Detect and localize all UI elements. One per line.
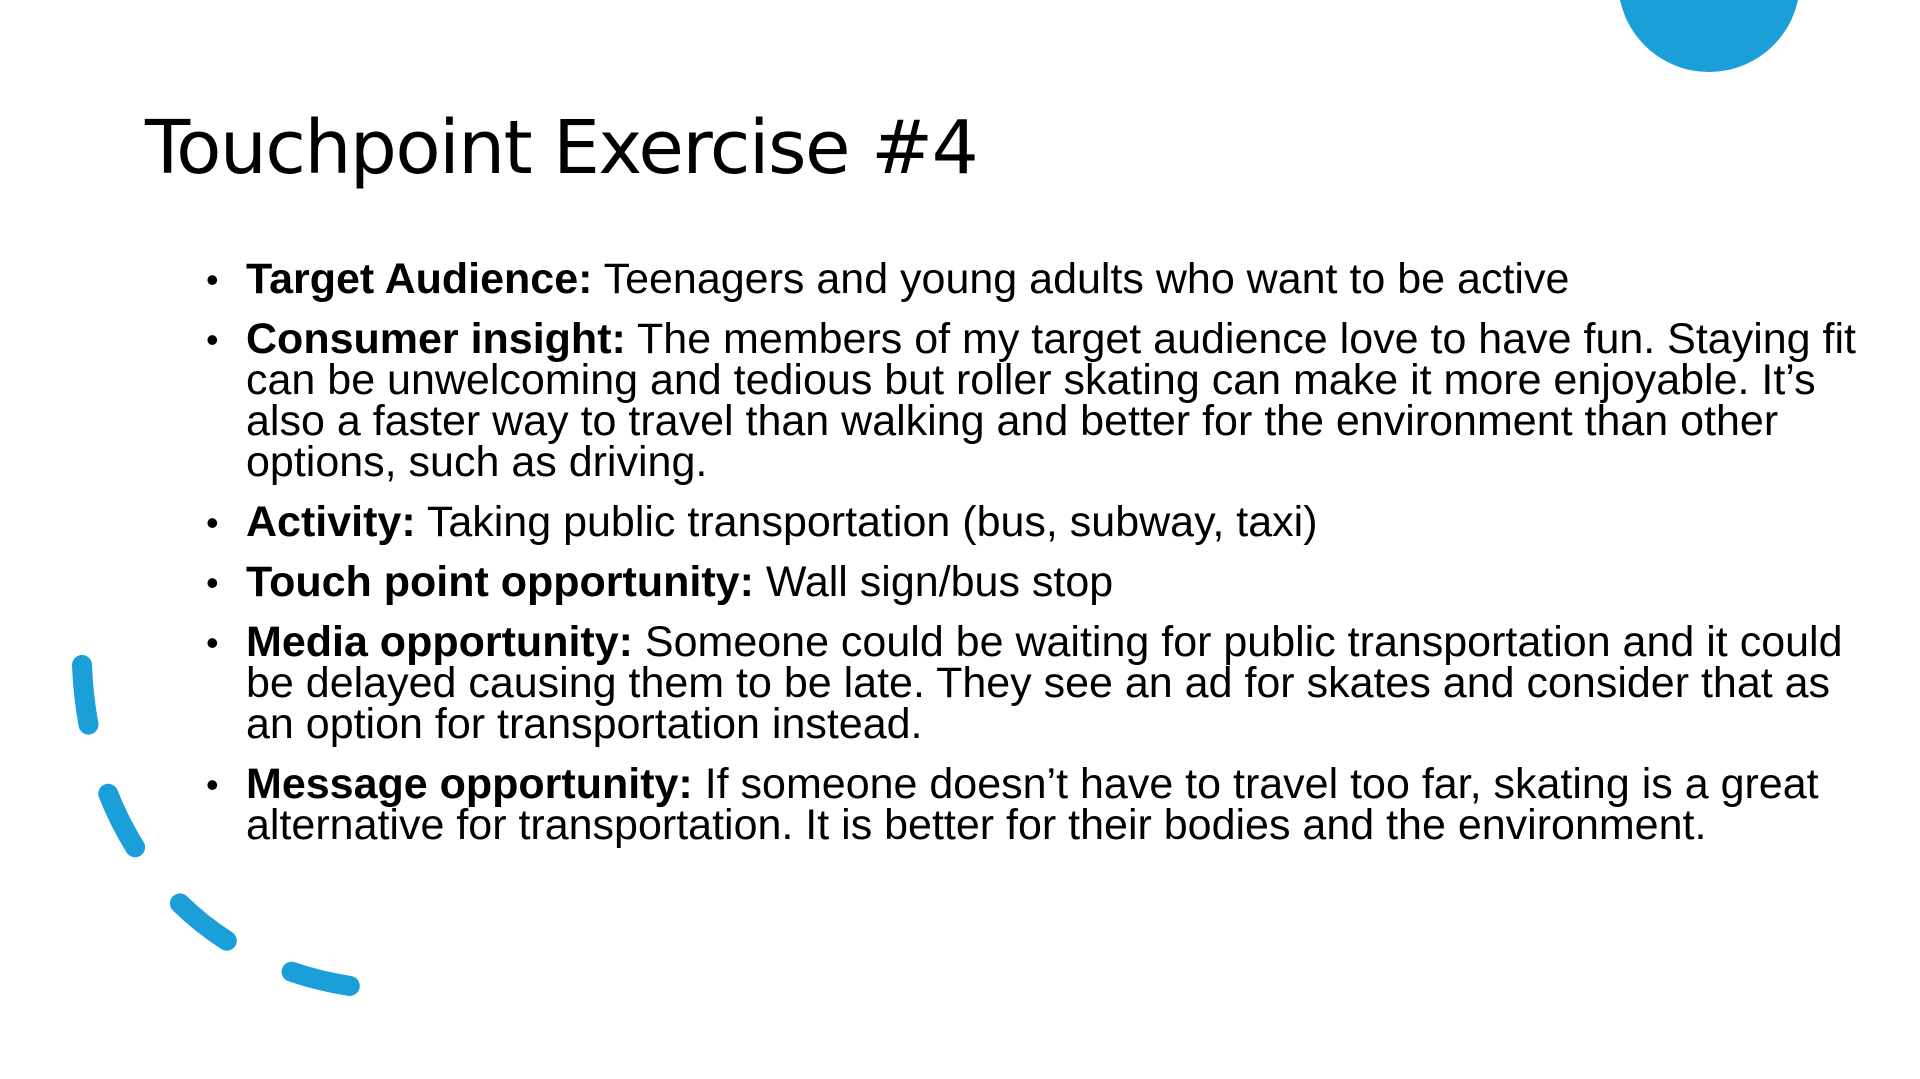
bullet-text: Wall sign/bus stop — [753, 558, 1114, 606]
bullet-consumer-insight — [206, 315, 1876, 486]
decorative-circle — [1618, 0, 1800, 72]
bullet-dot: • — [206, 319, 219, 360]
bullet-text: Teenagers and young adults who want to be active — [592, 255, 1570, 303]
bullet-list — [206, 255, 1876, 865]
bullet-text: If someone doesn’t have to travel too far, skating is a great alternative for transportation. It is better for their bodies and the environment. — [246, 760, 1819, 849]
bullet-term: Target Audience: — [246, 255, 593, 303]
bullet-term: Activity: — [246, 498, 416, 546]
bullet-dot: • — [206, 502, 219, 543]
bullet-touch-point-opportunity — [206, 558, 1876, 606]
bullet-term: Touch point opportunity: — [246, 558, 754, 606]
slide-title: Touchpoint Exercise #4 — [145, 105, 978, 191]
bullet-text: Someone could be waiting for public transportation and it could be delayed causing them to be late. They see an ad for skates and consider that as an option for transportation instead. — [246, 618, 1843, 748]
bullet-dot: • — [206, 764, 219, 805]
bullet-term: Message opportunity: — [246, 760, 693, 808]
bullet-term: Consumer insight: — [246, 315, 626, 363]
bullet-activity — [206, 498, 1876, 546]
bullet-term: Media opportunity: — [246, 618, 633, 666]
bullet-dot: • — [206, 259, 219, 300]
bullet-target-audience — [206, 255, 1876, 303]
bullet-dot: • — [206, 562, 219, 603]
bullet-dot: • — [206, 622, 219, 663]
bullet-media-opportunity — [206, 618, 1876, 748]
bullet-message-opportunity — [206, 760, 1876, 849]
bullet-text: The members of my target audience love to have fun. Staying fit can be unwelcoming and tedious but roller skating can make it more enjoyable. It’s also a faster way to travel than walking and better for the environment than other options, such as driving. — [246, 315, 1856, 486]
bullet-text: Taking public transportation (bus, subway, taxi) — [415, 498, 1318, 546]
